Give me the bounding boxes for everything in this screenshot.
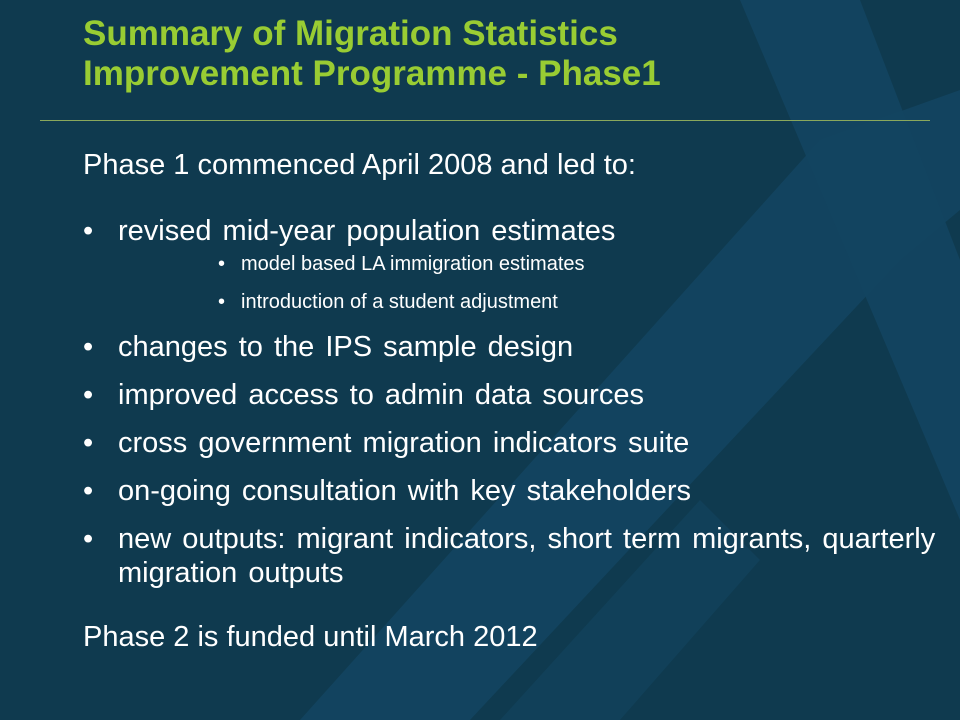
bullet-text: on-going consultation with key stakeholders [118, 475, 691, 507]
title-line-1: Summary of Migration Statistics [83, 14, 618, 53]
list-item [83, 474, 943, 508]
bullet-list [83, 214, 943, 604]
slide-title [83, 14, 943, 94]
sub-list-item: • introduction of a student adjustment [118, 288, 943, 316]
bullet-text: new outputs: migrant indicators, short term migrants, quarterly migration outputs [118, 523, 936, 589]
sub-bullet-list [118, 250, 943, 316]
list-item [83, 378, 943, 412]
intro-text: Phase 1 commenced April 2008 and led to: [83, 149, 636, 181]
bullet-text: revised mid-year population estimates [118, 215, 616, 247]
bullet-text: changes to the IPS sample design [118, 331, 574, 363]
bullet-text: improved access to admin data sources [118, 379, 644, 411]
sub-list-item: • model based LA immigration estimates [118, 250, 943, 278]
list-item [83, 330, 943, 364]
list-item [83, 426, 943, 460]
title-line-2: Improvement Programme - Phase1 [83, 54, 661, 93]
title-divider [40, 120, 930, 121]
list-item [83, 214, 943, 316]
bullet-text: cross government migration indicators suite [118, 427, 690, 459]
list-item [83, 522, 943, 590]
phase2-note: Phase 2 is funded until March 2012 [83, 621, 538, 653]
